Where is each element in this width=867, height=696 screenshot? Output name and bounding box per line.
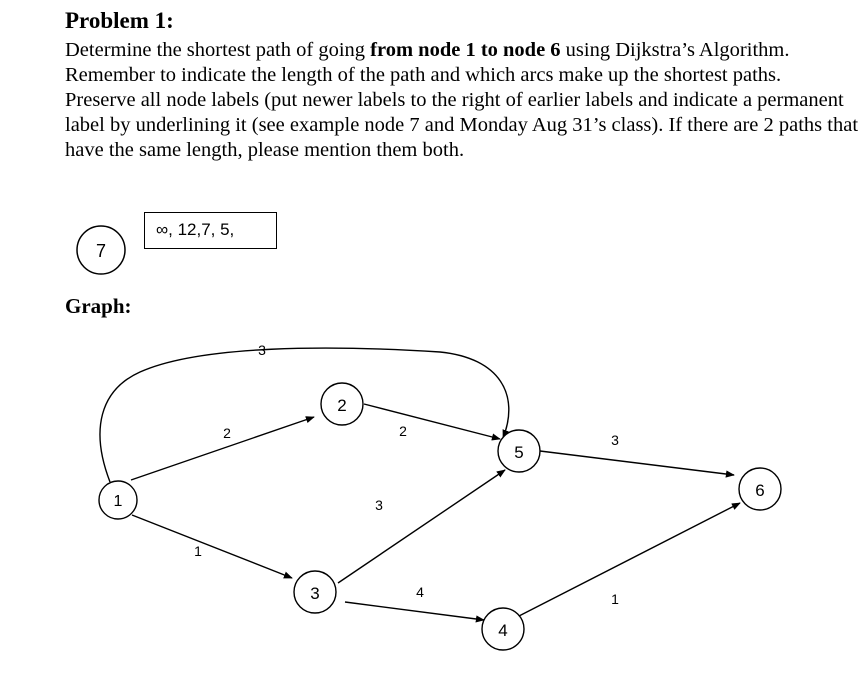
node-6 — [739, 468, 781, 510]
node-label: 6 — [755, 481, 765, 500]
problem-title: Problem 1: — [65, 8, 174, 33]
node-label: 1 — [113, 493, 123, 510]
example-labels: ∞, 12,7, 5, — [156, 220, 235, 239]
labeling-rules-paragraph: Preserve all node labels (put newer labels to the right of earlier labels and indicate a permanent label by underlining it (see example node 7 and Monday Aug 31’s class). If there are 2 paths that have the same length, please mention them both. — [65, 89, 859, 161]
arc-weight: 3 — [611, 432, 619, 448]
example-node-7 — [77, 226, 125, 274]
instructions-bold: from node 1 to node 6 — [370, 39, 561, 61]
arc-weights — [194, 342, 619, 607]
instructions-pre: Determine the shortest path of going — [65, 39, 371, 61]
arc-weight: 1 — [611, 591, 619, 607]
arc-1-5 — [100, 348, 509, 482]
node-2 — [321, 383, 363, 425]
instructions-post: using Dijkstra’s Algorithm. Remember to indicate the length of the path and which arcs make up the shortest paths. — [65, 39, 790, 86]
arc-3-4 — [345, 602, 484, 620]
node-4 — [482, 608, 524, 650]
arc-weight: 3 — [258, 342, 266, 358]
arc-weight: 1 — [194, 543, 202, 559]
node-label: 4 — [498, 621, 508, 640]
node-1 — [99, 481, 137, 519]
arc-3-5 — [338, 470, 505, 583]
graph-heading: Graph: — [65, 294, 132, 318]
node-label: 5 — [514, 443, 524, 462]
node-3 — [294, 571, 336, 613]
node-label: 2 — [337, 396, 347, 415]
arc-weight: 3 — [375, 497, 383, 513]
arc-4-6 — [519, 503, 740, 616]
graph-arcs — [100, 348, 740, 620]
node-5 — [498, 430, 540, 472]
arc-weight: 2 — [399, 423, 407, 439]
arc-1-3 — [132, 515, 292, 578]
arc-weight: 4 — [416, 584, 424, 600]
arc-2-5 — [364, 404, 500, 439]
node-label: 3 — [310, 584, 320, 603]
arc-weight: 2 — [223, 425, 231, 441]
arc-5-6 — [540, 451, 734, 475]
example-node-label: 7 — [95, 241, 107, 261]
